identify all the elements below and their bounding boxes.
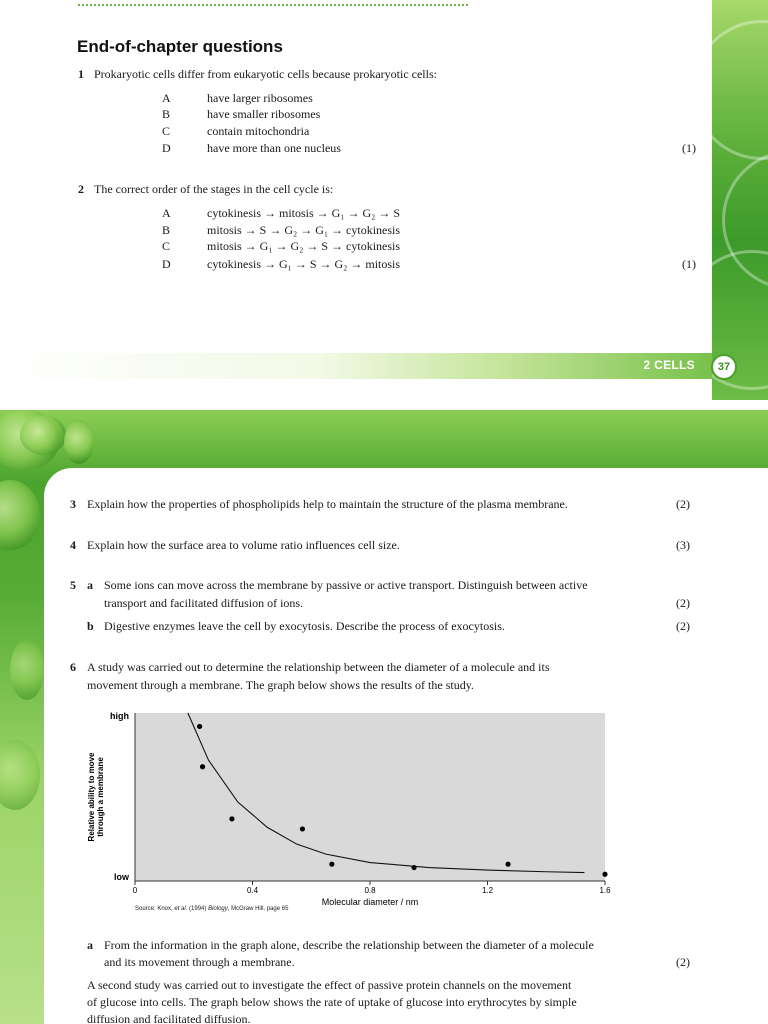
data-point (229, 816, 234, 821)
question-number: 2 (78, 182, 84, 196)
marks: (2) (676, 619, 690, 633)
question-text: Prokaryotic cells differ from eukaryotic cells because prokaryotic cells: (94, 67, 437, 81)
marks: (2) (676, 497, 690, 511)
page-number: 37 (711, 354, 737, 380)
x-tick-label: 0.4 (246, 886, 259, 895)
data-point (329, 862, 334, 867)
part-label: b (87, 619, 94, 633)
part-text: and its movement through a membrane. (104, 955, 295, 969)
follow-up-line: A second study was carried out to investigate the effect of passive protein channels on the movement (87, 978, 572, 992)
option-letter: A (162, 206, 171, 220)
y-high-label: high (110, 711, 129, 721)
y-axis-label-line2: through a membrane (96, 757, 105, 837)
question-text: The correct order of the stages in the cell cycle is: (94, 182, 334, 196)
y-axis-label-line1: Relative ability to move (87, 752, 96, 842)
page-separator (0, 380, 712, 410)
option-text: contain mitochondria (207, 124, 310, 138)
y-axis-title (87, 752, 105, 841)
chart-svg (80, 700, 640, 920)
part-label: a (87, 938, 93, 952)
option-letter: D (162, 257, 171, 271)
data-point (300, 826, 305, 831)
part-text: transport and facilitated diffusion of ions. (104, 596, 304, 610)
follow-up-line: diffusion and facilitated diffusion. (87, 1012, 251, 1024)
source-prefix: Source: Knox, (135, 906, 175, 912)
marks: (2) (676, 596, 690, 610)
marks: (1) (682, 141, 696, 155)
option-text: cytokinesis → mitosis → G₁ → G₂ → S (207, 206, 401, 220)
option-text: mitosis → G₁ → G₂ → S → cytokinesis (207, 239, 401, 253)
source-title: Biology (208, 906, 228, 912)
option-text: have more than one nucleus (207, 141, 341, 155)
data-point (411, 865, 416, 870)
part-text: Digestive enzymes leave the cell by exocytosis. Describe the process of exocytosis. (104, 619, 505, 633)
chapter-footer-band (0, 353, 712, 379)
option-letter: C (162, 124, 171, 138)
option-text: have smaller ribosomes (207, 107, 321, 121)
question-text: Explain how the properties of phospholipids help to maintain the structure of the plasma membrane. (87, 497, 568, 511)
marks: (1) (682, 257, 696, 271)
question-text: Explain how the surface area to volume ratio influences cell size. (87, 538, 400, 552)
part-label: a (87, 578, 93, 592)
option-letter: B (162, 223, 171, 237)
marks: (3) (676, 538, 690, 552)
plot-area (135, 713, 605, 881)
option-letter: C (162, 239, 171, 253)
option-letter: D (162, 141, 171, 155)
molecular-diameter-chart (80, 700, 640, 920)
x-tick-label: 1.6 (599, 886, 611, 895)
x-tick-group (133, 881, 611, 895)
dotted-rule (78, 4, 468, 6)
question-number: 4 (70, 538, 76, 552)
question-text: A study was carried out to determine the relationship between the diameter of a molecule and its (87, 660, 550, 674)
y-low-label: low (114, 872, 129, 882)
source-mid: (1994) (187, 906, 209, 912)
chapter-label: 2 CELLS (643, 358, 695, 372)
question-number: 5 (70, 578, 76, 592)
part-text: From the information in the graph alone, describe the relationship between the diameter of a molecule (104, 938, 594, 952)
question-text: movement through a membrane. The graph below shows the results of the study. (87, 678, 474, 692)
source-suffix: , McGraw Hill, page 65 (227, 906, 289, 912)
chart-source (135, 906, 288, 912)
source-italic: et al. (174, 906, 188, 912)
question-number: 6 (70, 660, 76, 674)
x-tick-label: 0 (132, 886, 138, 895)
data-point (505, 862, 510, 867)
question-number: 3 (70, 497, 76, 511)
option-text: mitosis → S → G₂ → G₁ → cytokinesis (207, 223, 401, 237)
marks: (2) (676, 955, 690, 969)
option-text: have larger ribosomes (207, 91, 313, 105)
x-tick-label: 1.2 (481, 886, 494, 895)
part-text: Some ions can move across the membrane by passive or active transport. Distinguish between active (104, 578, 588, 592)
option-text: cytokinesis → G₁ → S → G₂ → mitosis (207, 257, 401, 271)
data-point (200, 764, 205, 769)
x-axis-label: Molecular diameter / nm (321, 897, 419, 907)
option-letter: A (162, 91, 171, 105)
decorative-green-border-right (712, 0, 768, 400)
data-point (197, 724, 202, 729)
x-tick-label: 0.8 (364, 886, 376, 895)
follow-up-line: of glucose into cells. The graph below shows the rate of uptake of glucose into erythrocytes by simple (87, 995, 577, 1009)
page-title: End-of-chapter questions (77, 37, 283, 56)
data-point (602, 872, 607, 877)
option-letter: B (162, 107, 171, 121)
question-number: 1 (78, 67, 84, 81)
